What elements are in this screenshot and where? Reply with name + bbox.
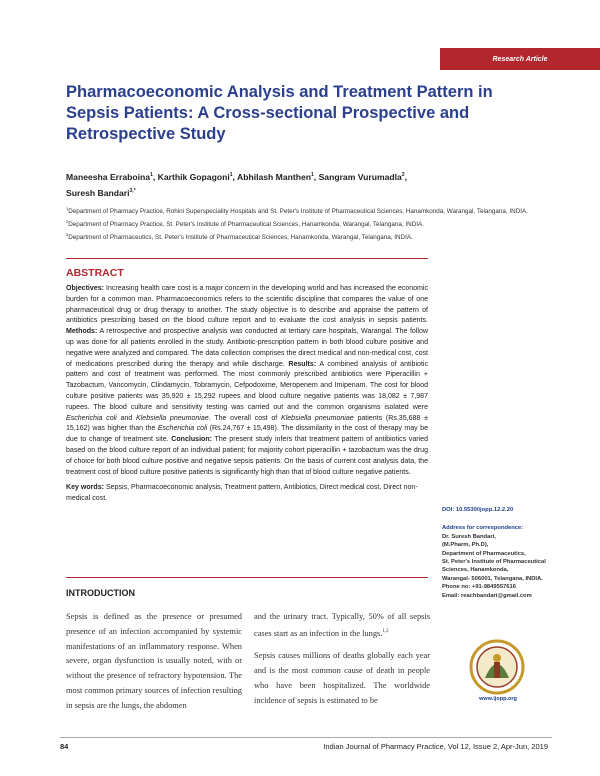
keywords: Key words: Sepsis, Pharmacoeconomic analysis, Treatment pattern, Antibiotics, Direct medical cost, Direct non-medical cost. — [66, 484, 418, 503]
doi-link[interactable]: DOI: 10.5530/ijopp.12.2.20 — [442, 507, 514, 513]
article-type-badge: Research Article — [440, 48, 600, 70]
abstract-heading: ABSTRACT — [66, 267, 124, 279]
author-name: Suresh Bandari — [66, 187, 130, 198]
correspondence-details: Dr. Suresh Bandari, (M.Pharm, Ph.D), Department of Pharmaceutics, St. Peter's Institute of Pharmaceutical Sciences, Hanamkonda, Warangal- 506001, Telangana, INDIA. Phone no: +91-9849557616 Email: reachbandari@gmail.com — [442, 533, 560, 600]
intro-column-1: Sepsis is defined as the presence or presumed presence of an infection accompanied by systemic manifestations of an inflammatory response. When severe, organ dysfunction is usually noted, with or without the presence of refractory hypotension. The most common primary sources of infection resulting in sepsis are the lungs, the abdomen — [66, 612, 242, 710]
abstract-box — [66, 258, 428, 578]
affiliations — [66, 204, 536, 243]
author-name: Karthik Gopagoni — [157, 171, 230, 182]
correspondence-sidebar — [442, 506, 560, 600]
footer-divider — [60, 737, 552, 738]
article-title: Pharmacoeconomic Analysis and Treatment Pattern in Sepsis Patients: A Cross-sectional Prospective and Retrospective Study — [66, 83, 493, 143]
affiliation-line: $^1$Department of Pharmacy Practice, Rohini Superspeciality Hospitals and St. Peter's Institute of Pharmaceutical Sciences, Hanamkonda, Warangal, Telangana, INDIA. — [66, 206, 528, 216]
correspondence-heading: Address for correspondence: — [442, 525, 524, 532]
author-name: Abhilash Manthen — [236, 171, 311, 182]
abstract-body: Objectives: Increasing health care cost is a major concern in the developing world and has increased the economic burden for a common man. Pharmacoeconomics refers to the scientific discipline that compares the value of one pharmaceutical drug or drug therapy to another. The study objective is to describe and appraise the pattern of antibiotics prescribing based on the blood culture report and to evaluate the cost analysis in sepsis patients. Methods: A retrospective and prospective analysis was conducted at tertiary care hospitals, Warangal. The follow up was done for all patients enrolled in the study. Antibiotic-prescription pattern in both blood culture positive and negative were analyzed and compared. The data collection comprises the direct medical and non-medical cost, cost of medications prescribed during the therapy and while discharge. Results: A combined analysis of antibiotic pattern and cost of treatment was performed. The most commonly prescribed antibiotics were Piperacillin + Tazobactum, Vancomycin, Clindamycin, Tobramycin, Cefpodoxime, Meropenem and Imipenam. The cost for blood culture positive patients was 35,920 ± 15,292 rupees and blood culture negative patients was 18,082 ± 7,987 rupees. The blood culture and sensitivity testing was carried out and the common organisms isolated were Escherichia coli and Klebsiella pneumoniae. The overall cost of Klebsiella pneumoniae patients (Rs.35,688 ± 15,162) was higher than the Escherichia coli (Rs.24,767 ± 15,498). The dissimilarity in the cost of therapy may be due to change of treatment site. Conclusion: The present study infers that treatment pattern of antibiotics varied based on the blood culture report of an individual patient; for majority cohort piperacillin + tazobactum was the drug of choice for both blood culture positive and negative sepsis patients. On the basis of current cost analysis data, the treatment cost of blood culture positive patients is significantly high than that of blood culture negative patients. — [66, 285, 428, 476]
author-list: Maneesha Erraboina$^1$, Karthik Gopagoni$^1$, Abhilash Manthen$^1$, Sangram Vurumadla$^2$, Suresh Bandari$^{3,*}$ — [66, 171, 407, 198]
affiliation-line: $^2$Department of Pharmacy Practice, St. Peter's Institute of Pharmaceutical Sciences, Hanamkonda, Warangal, Telangana, INDIA. — [66, 219, 424, 229]
author-name: Maneesha Erraboina — [66, 171, 151, 182]
page-number: 84 — [60, 742, 69, 751]
introduction-heading: INTRODUCTION — [66, 588, 135, 598]
affiliation-line: $^3$Department of Pharmaceutics, St. Peter's Institute of Pharmaceutical Sciences, Hanamkonda, Warangal, Telangana, INDIA. — [66, 232, 413, 242]
author-name: Sangram Vurumadla — [318, 171, 402, 182]
journal-url-link[interactable]: www.ijopp.org — [479, 696, 517, 702]
journal-logo-icon — [465, 638, 529, 696]
journal-citation: Indian Journal of Pharmacy Practice, Vol 12, Issue 2, Apr-Jun, 2019 — [323, 742, 548, 751]
email-link[interactable]: Email: reachbandari@gmail.com — [442, 592, 532, 599]
intro-column-2: and the urinary tract. Typically, 50% of all sepsis cases start as an infection in the lungs.$^{1,2}$ Sepsis causes millions of deaths globally each year and is the most common cause of death in people who have been hospitalized. The worldwide incidence of sepsis is estimated to be — [254, 612, 430, 705]
